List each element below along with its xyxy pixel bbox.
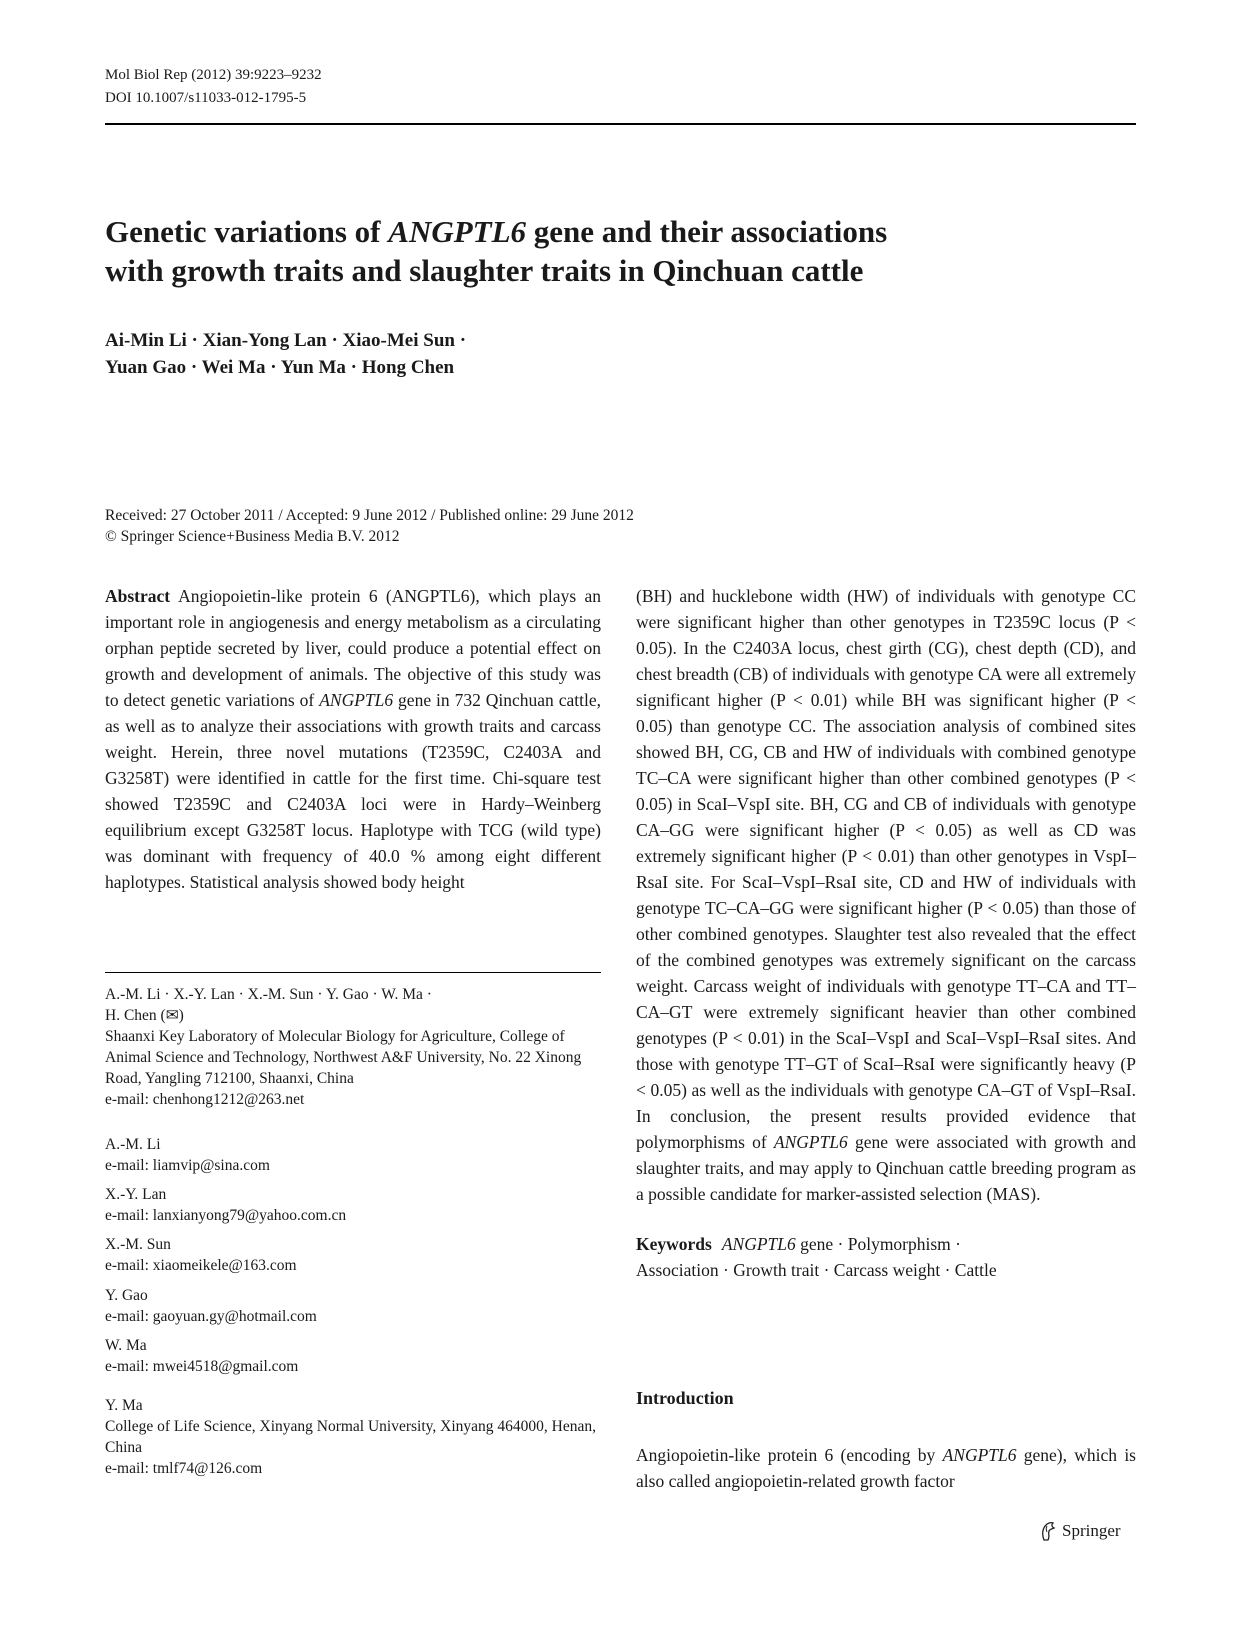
keywords-line-2: Association · Growth trait · Carcass weight · Cattle: [636, 1260, 997, 1280]
title-line-2: with growth traits and slaughter traits in Qinchuan cattle: [105, 253, 864, 288]
intro-text-2: gene), which is also called angiopoietin-related growth factor: [636, 1445, 1136, 1491]
affiliation-block-2: [105, 1134, 601, 1176]
affil-email: e-mail: xiaomeikele@163.com: [105, 1257, 297, 1274]
affil-email: e-mail: liamvip@sina.com: [105, 1157, 270, 1174]
introduction-heading: Introduction: [636, 1388, 734, 1408]
affiliation-block-6: [105, 1335, 601, 1377]
affiliation-block-4: [105, 1234, 601, 1276]
affil-email: e-mail: chenhong1212@263.net: [105, 1091, 305, 1108]
title-text-2: gene and their associations: [526, 214, 888, 249]
doi: DOI 10.1007/s11033-012-1795-5: [105, 90, 307, 106]
keywords-line-1: gene · Polymorphism ·: [795, 1234, 961, 1254]
abstract-gene-2: ANGPTL6: [773, 1132, 848, 1152]
affil-name: X.-Y. Lan: [105, 1186, 167, 1203]
affil-address: College of Life Science, Xinyang Normal University, Xinyang 464000, Henan, China: [105, 1418, 596, 1456]
affil-name: Y. Ma: [105, 1397, 143, 1414]
affiliation-block-5: [105, 1285, 601, 1327]
copyright-line: © Springer Science+Business Media B.V. 2012: [105, 528, 400, 545]
affil-name: X.-M. Sun: [105, 1236, 171, 1253]
abstract-text-4: gene were associated with growth and slaughter traits, and may apply to Qinchuan cattle breeding program as a possible candidate for marker-assisted selection (MAS).: [636, 1132, 1136, 1204]
journal-citation: Mol Biol Rep (2012) 39:9223–9232: [105, 67, 322, 83]
keywords-gene: ANGPTL6: [721, 1234, 796, 1254]
introduction-text: [636, 1442, 1136, 1494]
title-gene: ANGPTL6: [388, 214, 527, 249]
keywords-label: Keywords: [636, 1234, 712, 1254]
publication-dates: [105, 505, 905, 547]
abstract-text-3: (BH) and hucklebone width (HW) of individuals with genotype CC were significant higher than other genotypes in T2359C locus (P < 0.05). In the C2403A locus, chest girth (CG), chest depth (CD), and chest breadth (CB) of individuals with genotype CA were all extremely significant higher (P < 0.01) while BH was significant higher (P < 0.05) than genotype CC. The association analysis of combined sites showed BH, CG, CB and HW of individuals with combined genotype TC–CA were significant higher than other combined genotypes (P < 0.05) in ScaI–VspI site. BH, CG and CB of individuals with genotype CA–GG were significant higher (P < 0.05) as well as CD was extremely significant higher (P < 0.01) than other genotypes in VspI–RsaI site. For ScaI–VspI–RsaI site, CD and HW of individuals with genotype TC–CA–GG were significant higher (P < 0.05) than those of other combined genotypes. Slaughter test also revealed that the effect of the combined genotypes was extremely significant on the carcass weight. Carcass weight of individuals with genotype TT–CA and TT–CA–GT were extremely significant heavier than other combined genotypes (P < 0.01) in the ScaI–VspI and ScaI–VspI–RsaI sites. And those with genotype TT–GT of ScaI–RsaI were significantly heavy (P < 0.05) as well as the individuals with genotype CA–GT of VspI–RsaI. In conclusion, the present results provided evidence that polymorphisms of: [636, 586, 1136, 1152]
publisher-name: Springer: [1062, 1521, 1121, 1540]
affiliation-block-7: [105, 1395, 601, 1479]
header-rule: [105, 123, 1136, 125]
affil-email: e-mail: tmlf74@126.com: [105, 1460, 263, 1477]
dates-line: Received: 27 October 2011 / Accepted: 9 June 2012 / Published online: 29 June 2012: [105, 507, 634, 524]
affil-email: e-mail: gaoyuan.gy@hotmail.com: [105, 1308, 317, 1325]
authors-line-1: Ai-Min Li · Xian-Yong Lan · Xiao-Mei Sun ·: [105, 330, 467, 351]
affil-name: Y. Gao: [105, 1287, 148, 1304]
intro-gene: ANGPTL6: [942, 1445, 1017, 1465]
affil-email: e-mail: lanxianyong79@yahoo.com.cn: [105, 1207, 347, 1224]
paper-title: [105, 212, 1105, 290]
affil-name: W. Ma: [105, 1337, 147, 1354]
abstract-right-column: [636, 583, 1136, 1283]
author-list: [105, 327, 805, 381]
affil-names: A.-M. Li · X.-Y. Lan · X.-M. Sun · Y. Gao · W. Ma ·: [105, 986, 432, 1003]
affil-address: Shaanxi Key Laboratory of Molecular Biology for Agriculture, College of Animal Science and Technology, Northwest A&F University, No. 22 Xinong Road, Yangling 712100, Shaanxi, China: [105, 1028, 582, 1087]
abstract-gene: ANGPTL6: [319, 690, 394, 710]
intro-text-1: Angiopoietin-like protein 6 (encoding by: [636, 1445, 943, 1465]
authors-line-2: Yuan Gao · Wei Ma · Yun Ma · Hong Chen: [105, 357, 455, 378]
title-text: Genetic variations of: [105, 214, 389, 249]
affil-email: e-mail: mwei4518@gmail.com: [105, 1358, 299, 1375]
publisher-mark: [1038, 1520, 1121, 1542]
abstract-text-2: gene in 732 Qinchuan cattle, as well as to analyze their associations with growth traits and carcass weight. Herein, three novel mutations (T2359C, C2403A and G3258T) were identified in cattle for the first time. Chi-square test showed T2359C and C2403A loci were in Hardy–Weinberg equilibrium except G3258T locus. Haplotype with TCG (wild type) was dominant with frequency of 40.0 % among eight different haplotypes. Statistical analysis showed body height: [105, 690, 601, 892]
affiliation-block-3: [105, 1184, 601, 1226]
affil-name: A.-M. Li: [105, 1136, 161, 1153]
abstract-text-1: Angiopoietin-like protein 6 (ANGPTL6), which plays an important role in angiogenesis and energy metabolism as a circulating orphan peptide secreted by liver, could produce a potential effect on growth and development of animals. The objective of this study was to detect genetic variations of: [105, 586, 601, 710]
affiliation-block-1: [105, 984, 601, 1110]
springer-horse-icon: [1038, 1520, 1058, 1542]
affil-corresponding: H. Chen (✉): [105, 1007, 184, 1024]
abstract-left-column: [105, 583, 601, 895]
keywords: [636, 1231, 1136, 1283]
abstract-label: Abstract: [105, 586, 171, 606]
footnote-rule: [105, 972, 601, 973]
